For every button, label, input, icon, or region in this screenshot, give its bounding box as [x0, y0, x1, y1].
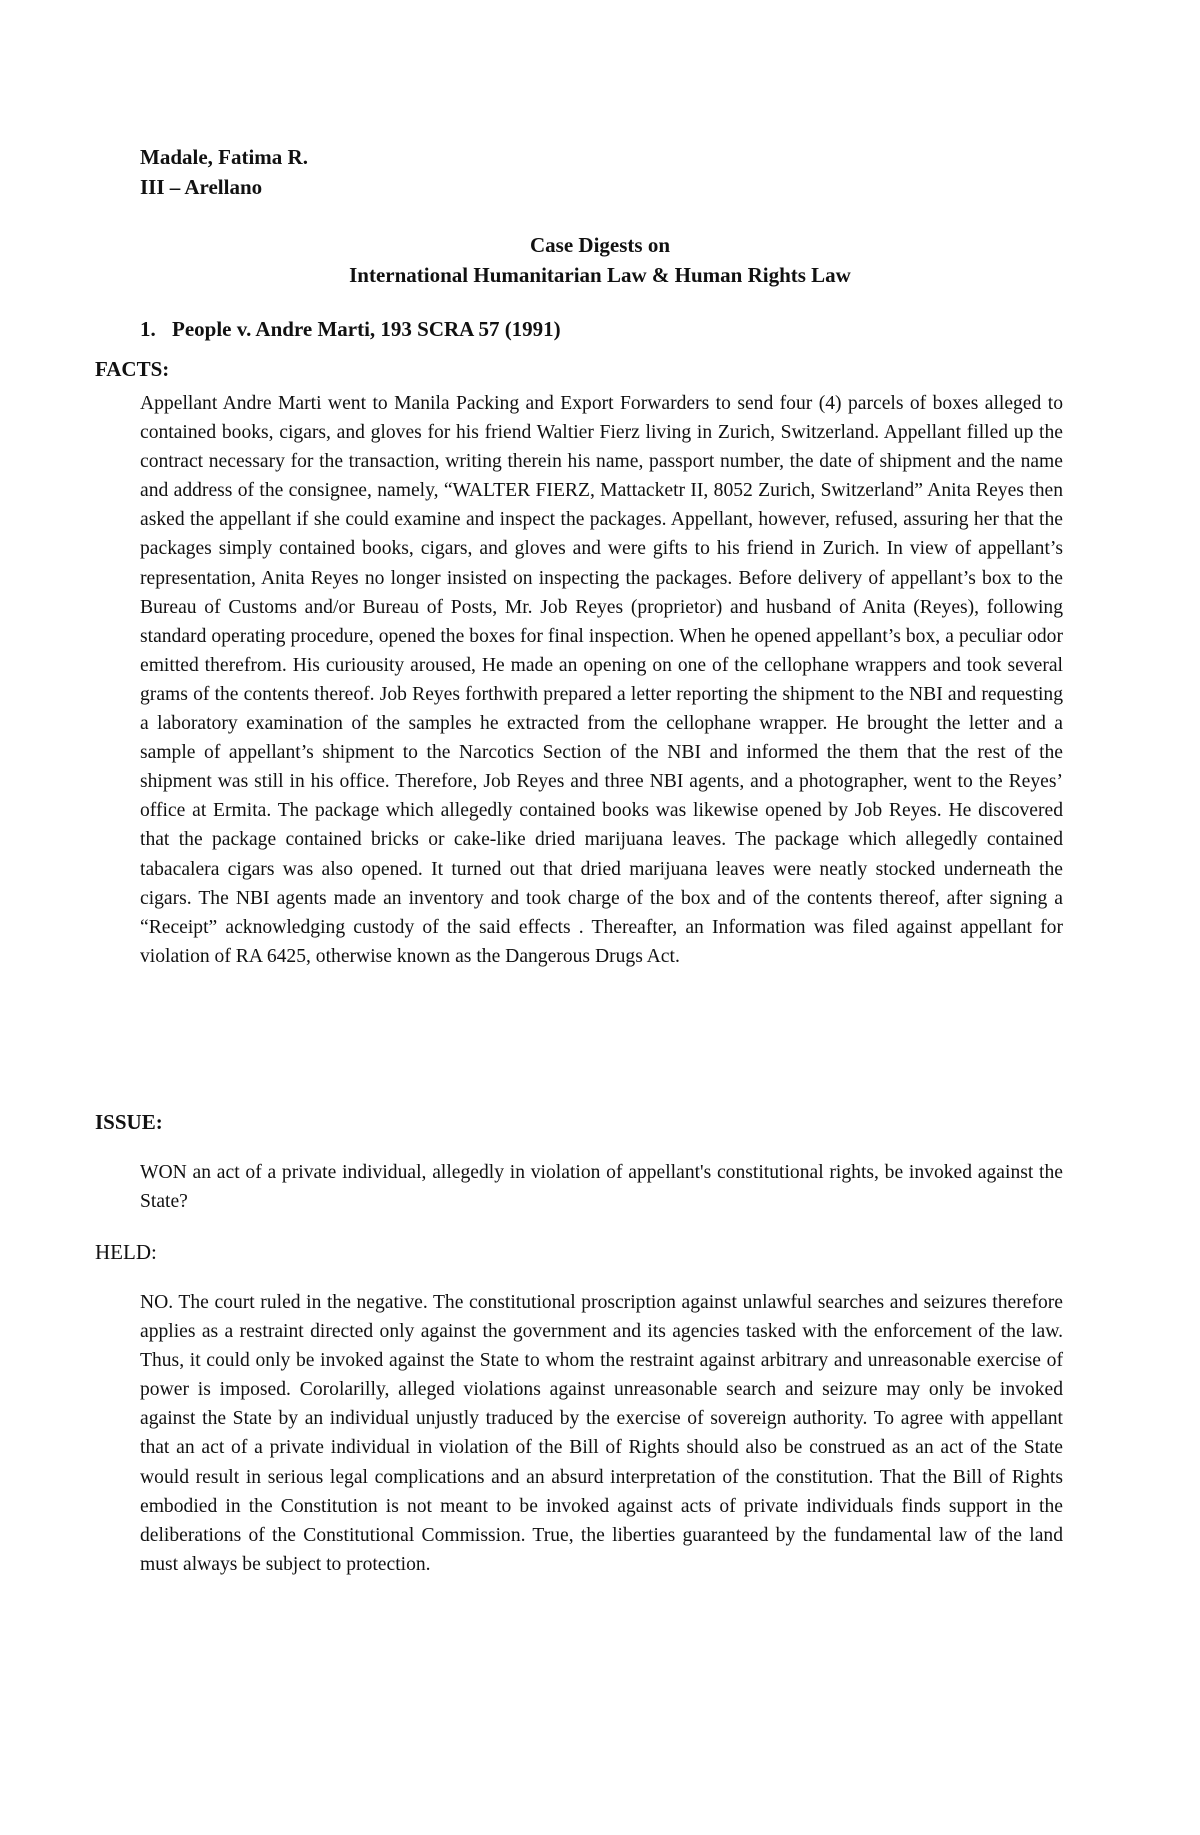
document-title: [0, 230, 1200, 290]
author-block: [140, 142, 308, 202]
held-paragraph: NO. The court ruled in the negative. The constitutional proscription against unlawful searches and seizures therefore applies as a restraint directed only against the government and its agencies tasked with the enforcement of the law. Thus, it could only be invoked against the State to whom the restraint against arbitrary and unreasonable exercise of power is imposed. Corolarilly, alleged violations against unreasonable search and seizure may only be invoked against the State by an individual unjustly traduced by the exercise of sovereign authority. To agree with appellant that an act of a private individual in violation of the Bill of Rights should also be construed as an act of the State would result in serious legal complications and an absurd interpretation of the constitution. That the Bill of Rights embodied in the Constitution is not meant to be invoked against acts of private individuals finds support in the deliberations of the Constitutional Commission. True, the liberties guaranteed by the fundamental law of the land must always be subject to protection.: [140, 1292, 1063, 1575]
held-label: HELD:: [95, 1240, 157, 1264]
author-name: Madale, Fatima R.: [140, 145, 308, 169]
issue-paragraph: WON an act of a private individual, allegedly in violation of appellant's constitutional rights, be invoked against the State?: [140, 1162, 1063, 1213]
case-title: People v. Andre Marti, 193 SCRA 57 (1991): [172, 317, 561, 341]
facts-label: FACTS:: [95, 357, 170, 381]
case-heading: [140, 317, 561, 342]
author-section: III – Arellano: [140, 175, 263, 199]
facts-paragraph: Appellant Andre Marti went to Manila Packing and Export Forwarders to send four (4) parcels of boxes alleged to contained books, cigars, and gloves for his friend Waltier Fierz living in Zurich, Switzerland. Appellant filled up the contract necessary for the transaction, writing therein his name, passport number, the date of shipment and the name and address of the consignee, namely, “WALTER FIERZ, Mattacketr II, 8052 Zurich, Switzerland” Anita Reyes then asked the appellant if she could examine and inspect the packages. Appellant, however, refused, assuring her that the packages simply contained books, cigars, and gloves and were gifts to his friend in Zurich. In view of appellant’s representation, Anita Reyes no longer insisted on inspecting the packages. Before delivery of appellant’s box to the Bureau of Customs and/or Bureau of Posts, Mr. Job Reyes (proprietor) and husband of Anita (Reyes), following standard operating procedure, opened the boxes for final inspection. When he opened appellant’s box, a peculiar odor emitted therefrom. His curiousity aroused, He made an opening on one of the cellophane wrappers and took several grams of the contents thereof. Job Reyes forthwith prepared a letter reporting the shipment to the NBI and requesting a laboratory examination of the samples he extracted from the cellophane wrapper. He brought the letter and a sample of appellant’s shipment to the Narcotics Section of the NBI and informed the them that the rest of the shipment was still in his office. Therefore, Job Reyes and three NBI agents, and a photographer, went to the Reyes’ office at Ermita. The package which allegedly contained books was likewise opened by Job Reyes. He discovered that the package contained bricks or cake-like dried marijuana leaves. The package which allegedly contained tabacalera cigars was also opened. It turned out that dried marijuana leaves were neatly stocked underneath the cigars. The NBI agents made an inventory and took charge of the box and of the contents thereof, after signing a “Receipt” acknowledging custody of the said effects . Thereafter, an Information was filed against appellant for violation of RA 6425, otherwise known as the Dangerous Drugs Act.: [140, 393, 1063, 967]
issue-label: ISSUE:: [95, 1110, 163, 1134]
title-line-1: Case Digests on: [530, 233, 670, 257]
case-number: 1.: [140, 317, 156, 341]
title-line-2: International Humanitarian Law & Human Rights Law: [349, 263, 851, 287]
